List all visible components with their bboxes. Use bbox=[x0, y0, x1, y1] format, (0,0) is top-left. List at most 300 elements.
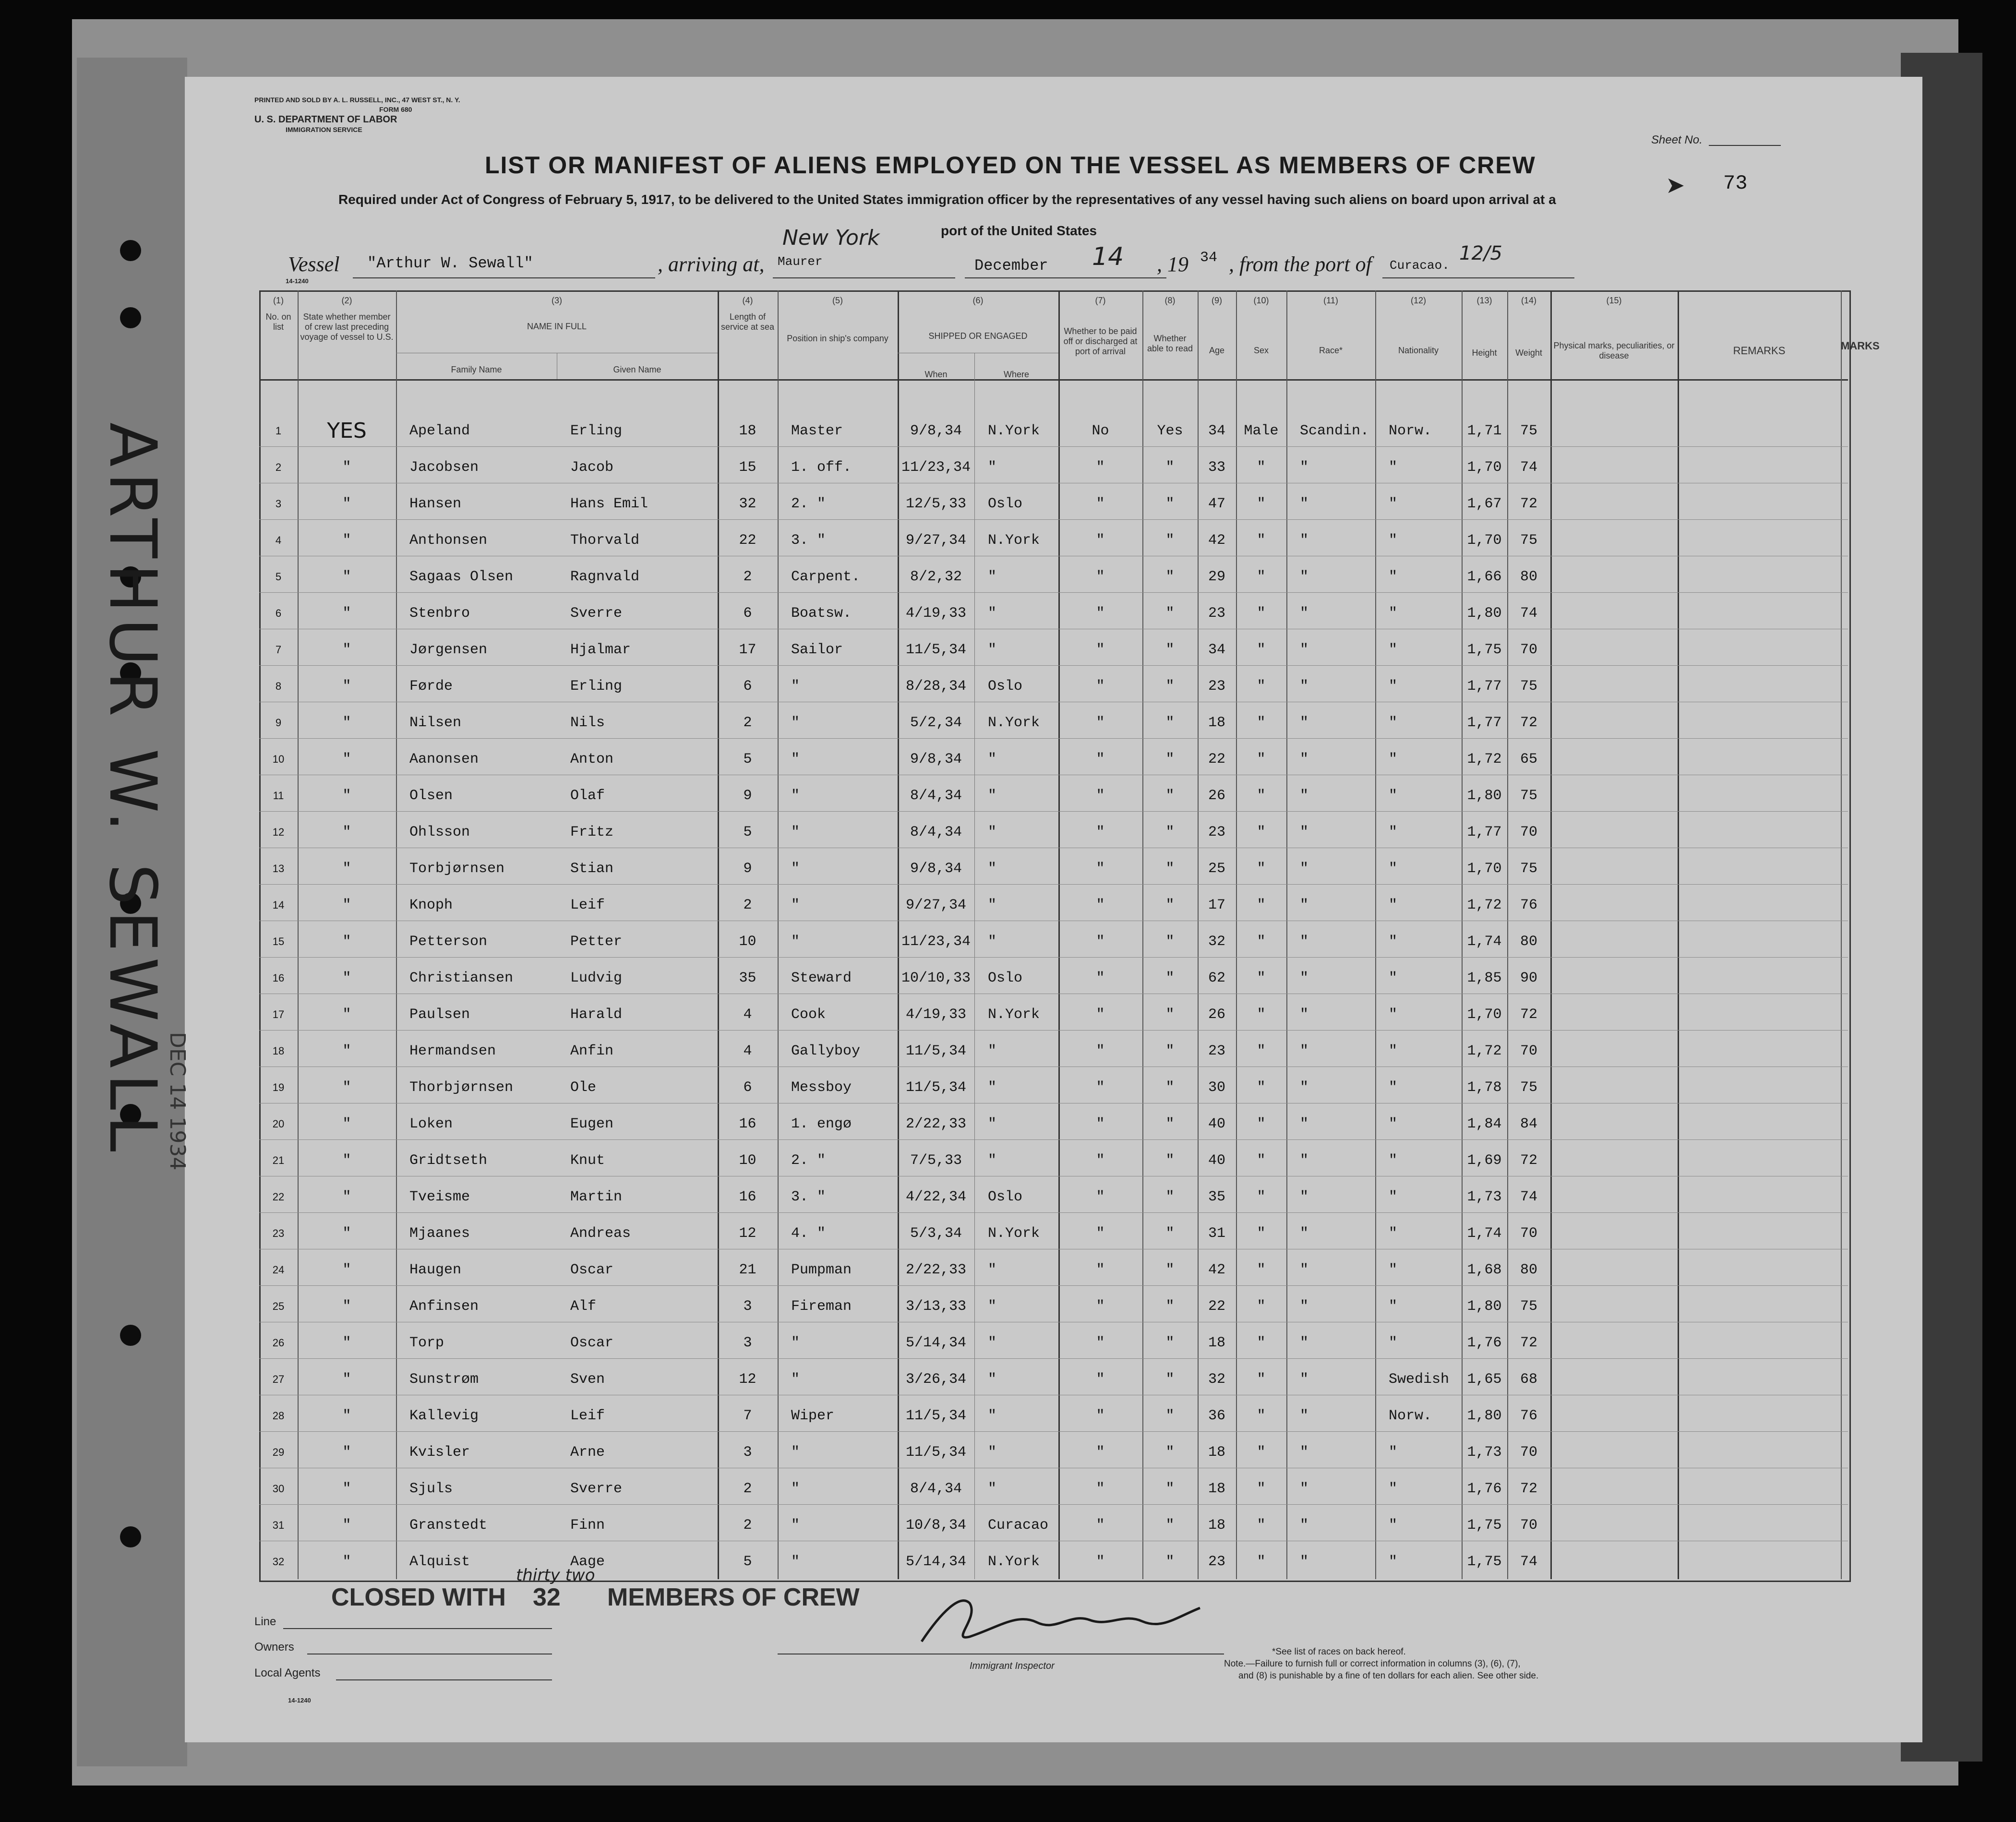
table-row bbox=[259, 960, 1848, 996]
col-num-8: (8) bbox=[1164, 296, 1176, 305]
cell-when: 9/27,34 bbox=[905, 897, 967, 913]
cell-where: " bbox=[988, 861, 997, 877]
cell-nat: " bbox=[1389, 788, 1398, 804]
binder-hole bbox=[120, 1526, 141, 1547]
cell-paid: " bbox=[1096, 1262, 1105, 1278]
cell-height: 1,71 bbox=[1467, 423, 1502, 439]
local-agents-field bbox=[336, 1679, 552, 1680]
binder-hole bbox=[120, 240, 141, 261]
cell-prev: " bbox=[342, 1152, 351, 1169]
cell-family: Gridtseth bbox=[409, 1152, 488, 1169]
vessel-label: Vessel bbox=[288, 252, 340, 276]
cell-race: " bbox=[1300, 1444, 1309, 1461]
table-row bbox=[259, 851, 1848, 887]
cell-nat: " bbox=[1389, 605, 1398, 622]
col-head-age: Age bbox=[1209, 346, 1225, 355]
cell-read: Yes bbox=[1157, 423, 1183, 439]
cell-prev: " bbox=[342, 532, 351, 549]
cell-paid: " bbox=[1096, 788, 1105, 804]
cell-given: Fritz bbox=[570, 824, 614, 840]
cell-family: Tveisme bbox=[409, 1189, 470, 1205]
cell-family: Mjaanes bbox=[409, 1225, 470, 1242]
cell-race: " bbox=[1300, 1116, 1309, 1132]
cell-race: " bbox=[1300, 897, 1309, 913]
closed-members-label: MEMBERS OF CREW bbox=[607, 1583, 860, 1611]
cell-service: 32 bbox=[739, 496, 756, 512]
cell-prev: " bbox=[342, 1444, 351, 1461]
cell-age: 17 bbox=[1208, 897, 1225, 913]
col-num-12: (12) bbox=[1410, 296, 1426, 305]
cell-when: 2/22,33 bbox=[905, 1116, 967, 1132]
table-row bbox=[259, 1069, 1848, 1106]
cell-service: 17 bbox=[739, 642, 756, 658]
cell-sex: " bbox=[1257, 1517, 1266, 1534]
cell-prev: " bbox=[342, 934, 351, 950]
cell-read: " bbox=[1165, 1444, 1175, 1461]
cell-paid: " bbox=[1096, 1298, 1105, 1315]
cell-weight: 74 bbox=[1520, 459, 1537, 476]
cell-age: 40 bbox=[1208, 1116, 1225, 1132]
cell-sex: " bbox=[1257, 569, 1266, 585]
cell-read: " bbox=[1165, 1262, 1175, 1278]
cell-service: 2 bbox=[743, 1481, 752, 1497]
cell-weight: 75 bbox=[1520, 1298, 1537, 1315]
cell-age: 40 bbox=[1208, 1152, 1225, 1169]
cell-height: 1,80 bbox=[1467, 605, 1502, 622]
col-num-2: (2) bbox=[341, 296, 352, 305]
cell-position: " bbox=[791, 751, 800, 767]
cell-age: 34 bbox=[1208, 423, 1225, 439]
service-name: IMMIGRATION SERVICE bbox=[286, 126, 362, 133]
cell-sex: " bbox=[1257, 1007, 1266, 1023]
cell-weight: 75 bbox=[1520, 532, 1537, 549]
cell-where: " bbox=[988, 1043, 997, 1059]
cell-position: " bbox=[791, 1371, 800, 1388]
cell-when: 9/8,34 bbox=[910, 423, 962, 439]
cell-weight: 72 bbox=[1520, 1152, 1537, 1169]
cell-race: " bbox=[1300, 1554, 1309, 1570]
cell-when: 10/8,34 bbox=[905, 1517, 967, 1534]
cell-read: " bbox=[1165, 1298, 1175, 1315]
col-head-height: Height bbox=[1472, 348, 1497, 358]
cell-paid: " bbox=[1096, 715, 1105, 731]
cell-family: Christiansen bbox=[409, 970, 514, 986]
arrival-day: 14 bbox=[1092, 242, 1124, 271]
cell-service: 2 bbox=[743, 897, 752, 913]
cell-n: 19 bbox=[272, 1081, 285, 1093]
cell-given: Harald bbox=[570, 1007, 623, 1023]
cell-nat: " bbox=[1389, 642, 1398, 658]
cell-age: 18 bbox=[1208, 1444, 1225, 1461]
cell-weight: 76 bbox=[1520, 897, 1537, 913]
cell-weight: 70 bbox=[1520, 824, 1537, 840]
cell-height: 1,74 bbox=[1467, 1225, 1502, 1242]
cell-when: 8/4,34 bbox=[910, 1481, 962, 1497]
cell-weight: 74 bbox=[1520, 1554, 1537, 1570]
cell-service: 4 bbox=[743, 1043, 752, 1059]
cell-service: 12 bbox=[739, 1371, 756, 1388]
cell-race: " bbox=[1300, 1225, 1309, 1242]
cell-prev: " bbox=[342, 897, 351, 913]
cell-sex: " bbox=[1257, 605, 1266, 622]
cell-nat: " bbox=[1389, 1079, 1398, 1096]
cell-service: 5 bbox=[743, 824, 752, 840]
arrival-month: December bbox=[974, 257, 1048, 275]
cell-race: " bbox=[1300, 1371, 1309, 1388]
cell-age: 22 bbox=[1208, 751, 1225, 767]
cell-family: Sagaas Olsen bbox=[409, 569, 514, 585]
cell-read: " bbox=[1165, 1189, 1175, 1205]
cell-read: " bbox=[1165, 788, 1175, 804]
cell-sex: " bbox=[1257, 751, 1266, 767]
cell-when: 11/5,34 bbox=[905, 642, 967, 658]
cell-family: Loken bbox=[409, 1116, 453, 1132]
cell-where: " bbox=[988, 1335, 997, 1351]
cell-sex: " bbox=[1257, 1225, 1266, 1242]
cell-nat: " bbox=[1389, 1189, 1398, 1205]
vessel-name-line bbox=[353, 277, 655, 278]
col-num-10: (10) bbox=[1253, 296, 1269, 305]
cell-sex: " bbox=[1257, 715, 1266, 731]
cell-nat: " bbox=[1389, 569, 1398, 585]
cell-family: Aanonsen bbox=[409, 751, 479, 767]
cell-position: Wiper bbox=[791, 1408, 835, 1424]
cell-sex: " bbox=[1257, 642, 1266, 658]
cell-position: " bbox=[791, 715, 800, 731]
cell-where: N.York bbox=[988, 532, 1040, 549]
cell-sex: " bbox=[1257, 897, 1266, 913]
cell-nat: " bbox=[1389, 970, 1398, 986]
cell-prev: " bbox=[342, 1335, 351, 1351]
cell-age: 33 bbox=[1208, 459, 1225, 476]
cell-given: Andreas bbox=[570, 1225, 631, 1242]
cell-height: 1,72 bbox=[1467, 897, 1502, 913]
cell-read: " bbox=[1165, 1481, 1175, 1497]
printer-credit: PRINTED AND SOLD BY A. L. RUSSELL, INC., 47 WEST ST., N. Y. bbox=[254, 96, 460, 104]
table-row bbox=[259, 778, 1848, 814]
arrow-mark-icon: ➤ bbox=[1666, 172, 1685, 199]
cell-prev: " bbox=[342, 496, 351, 512]
cell-nat: " bbox=[1389, 1481, 1398, 1497]
cell-paid: " bbox=[1096, 1152, 1105, 1169]
cell-family: Anthonsen bbox=[409, 532, 488, 549]
cell-when: 11/5,34 bbox=[905, 1043, 967, 1059]
binder-hole bbox=[120, 1325, 141, 1346]
cell-given: Ludvig bbox=[570, 970, 623, 986]
cell-service: 10 bbox=[739, 1152, 756, 1169]
table-row bbox=[259, 1361, 1848, 1398]
cell-nat: Norw. bbox=[1389, 423, 1432, 439]
col-head-no: No. on list bbox=[265, 312, 291, 332]
col-head-prev-voyage: State whether member of crew last preceding voyage of vessel to U.S. bbox=[300, 312, 394, 342]
cell-given: Eugen bbox=[570, 1116, 614, 1132]
cell-position: Master bbox=[791, 423, 843, 439]
table-row bbox=[259, 887, 1848, 923]
arriving-label: , arriving at, bbox=[658, 252, 765, 276]
cell-height: 1,75 bbox=[1467, 642, 1502, 658]
cell-given: Thorvald bbox=[570, 532, 640, 549]
cell-read: " bbox=[1165, 459, 1175, 476]
cell-weight: 74 bbox=[1520, 605, 1537, 622]
cell-read: " bbox=[1165, 1116, 1175, 1132]
cell-paid: " bbox=[1096, 1043, 1105, 1059]
cell-service: 2 bbox=[743, 569, 752, 585]
table-row bbox=[259, 923, 1848, 960]
port-note-handwritten: 12/5 bbox=[1459, 242, 1502, 264]
cell-sex: " bbox=[1257, 1408, 1266, 1424]
cell-n: 29 bbox=[272, 1446, 285, 1458]
cell-given: Stian bbox=[570, 861, 614, 877]
cell-age: 18 bbox=[1208, 1517, 1225, 1534]
cell-paid: " bbox=[1096, 569, 1105, 585]
cell-race: " bbox=[1300, 788, 1309, 804]
cell-read: " bbox=[1165, 751, 1175, 767]
cell-n: 18 bbox=[272, 1045, 285, 1057]
form-code-top: 14-1240 bbox=[286, 277, 309, 285]
cell-weight: 90 bbox=[1520, 970, 1537, 986]
cell-prev: " bbox=[342, 1007, 351, 1023]
cell-paid: " bbox=[1096, 459, 1105, 476]
cell-family: Torp bbox=[409, 1335, 444, 1351]
table-row bbox=[259, 1215, 1848, 1252]
cell-nat: " bbox=[1389, 1116, 1398, 1132]
cell-race: " bbox=[1300, 934, 1309, 950]
col-head-race: Race* bbox=[1319, 346, 1343, 355]
cell-service: 3 bbox=[743, 1444, 752, 1461]
cell-sex: " bbox=[1257, 861, 1266, 877]
cell-race: " bbox=[1300, 824, 1309, 840]
cell-given: Leif bbox=[570, 897, 605, 913]
table-row bbox=[259, 522, 1848, 559]
cell-height: 1,77 bbox=[1467, 824, 1502, 840]
cell-height: 1,70 bbox=[1467, 1007, 1502, 1023]
cell-height: 1,80 bbox=[1467, 1298, 1502, 1315]
cell-race: " bbox=[1300, 642, 1309, 658]
cell-read: " bbox=[1165, 1517, 1175, 1534]
cell-n: 5 bbox=[275, 571, 282, 583]
cell-weight: 70 bbox=[1520, 1043, 1537, 1059]
cell-nat: " bbox=[1389, 496, 1398, 512]
cell-when: 9/8,34 bbox=[910, 861, 962, 877]
cell-read: " bbox=[1165, 678, 1175, 695]
cell-n: 1 bbox=[275, 425, 282, 437]
cell-nat: " bbox=[1389, 1298, 1398, 1315]
cell-nat: " bbox=[1389, 1554, 1398, 1570]
cell-prev: " bbox=[342, 1371, 351, 1388]
cell-prev: " bbox=[342, 1298, 351, 1315]
cell-paid: " bbox=[1096, 642, 1105, 658]
sheet-no-line bbox=[1709, 145, 1781, 146]
cell-service: 15 bbox=[739, 459, 756, 476]
cell-when: 11/5,34 bbox=[905, 1444, 967, 1461]
cell-paid: " bbox=[1096, 1116, 1105, 1132]
cell-age: 18 bbox=[1208, 1481, 1225, 1497]
cell-n: 15 bbox=[272, 935, 285, 947]
table-row bbox=[259, 1471, 1848, 1507]
cell-height: 1,74 bbox=[1467, 934, 1502, 950]
cell-weight: 75 bbox=[1520, 1079, 1537, 1096]
cell-position: " bbox=[791, 788, 800, 804]
cell-family: Kallevig bbox=[409, 1408, 479, 1424]
cell-race: " bbox=[1300, 496, 1309, 512]
year-suffix: 34 bbox=[1200, 250, 1218, 266]
form-number: FORM 680 bbox=[379, 106, 412, 113]
cell-read: " bbox=[1165, 1079, 1175, 1096]
cell-where: N.York bbox=[988, 1007, 1040, 1023]
col-head-name: NAME IN FULL bbox=[527, 322, 587, 331]
cell-where: " bbox=[988, 1371, 997, 1388]
cell-where: " bbox=[988, 934, 997, 950]
table-row bbox=[259, 1544, 1848, 1580]
cell-age: 36 bbox=[1208, 1408, 1225, 1424]
cell-sex: " bbox=[1257, 1444, 1266, 1461]
cell-read: " bbox=[1165, 1152, 1175, 1169]
cell-n: 31 bbox=[272, 1519, 285, 1531]
cell-nat: " bbox=[1389, 1007, 1398, 1023]
cell-family: Haugen bbox=[409, 1262, 462, 1278]
cell-given: Jacob bbox=[570, 459, 614, 476]
cell-prev: " bbox=[342, 1481, 351, 1497]
cell-position: 1. engø bbox=[791, 1116, 852, 1132]
col-num-15: (15) bbox=[1606, 296, 1622, 305]
col-head-marks: MARKS bbox=[1841, 340, 1880, 352]
cell-n: 8 bbox=[275, 680, 282, 692]
cell-n: 23 bbox=[272, 1227, 285, 1239]
cell-paid: " bbox=[1096, 861, 1105, 877]
cell-n: 30 bbox=[272, 1483, 285, 1495]
col-num-4: (4) bbox=[742, 296, 753, 305]
cell-age: 18 bbox=[1208, 715, 1225, 731]
cell-age: 42 bbox=[1208, 1262, 1225, 1278]
cell-family: Nilsen bbox=[409, 715, 462, 731]
cell-read: " bbox=[1165, 897, 1175, 913]
cell-age: 25 bbox=[1208, 861, 1225, 877]
cell-read: " bbox=[1165, 715, 1175, 731]
cell-age: 26 bbox=[1208, 1007, 1225, 1023]
cell-height: 1,70 bbox=[1467, 532, 1502, 549]
cell-prev: " bbox=[342, 1225, 351, 1242]
cell-service: 9 bbox=[743, 861, 752, 877]
col-head-weight: Weight bbox=[1515, 348, 1542, 358]
table-row bbox=[259, 559, 1848, 595]
cell-where: " bbox=[988, 1262, 997, 1278]
cell-sex: " bbox=[1257, 1298, 1266, 1315]
col-num-9: (9) bbox=[1212, 296, 1222, 305]
cell-paid: " bbox=[1096, 1481, 1105, 1497]
cell-weight: 72 bbox=[1520, 1335, 1537, 1351]
table-row bbox=[259, 1288, 1848, 1325]
cell-position: 2. " bbox=[791, 496, 826, 512]
cell-family: Hermandsen bbox=[409, 1043, 496, 1059]
cell-n: 22 bbox=[272, 1191, 285, 1203]
cell-when: 8/4,34 bbox=[910, 824, 962, 840]
closed-count-words: thirty two bbox=[516, 1566, 595, 1585]
cell-family: Sjuls bbox=[409, 1481, 453, 1497]
cell-position: " bbox=[791, 1481, 800, 1497]
owners-label: Owners bbox=[254, 1641, 294, 1654]
cell-sex: " bbox=[1257, 788, 1266, 804]
cell-race: " bbox=[1300, 1043, 1309, 1059]
department-name: U. S. DEPARTMENT OF LABOR bbox=[254, 114, 397, 125]
col-head-nationality: Nationality bbox=[1398, 346, 1439, 355]
cell-where: N.York bbox=[988, 1554, 1040, 1570]
cell-sex: " bbox=[1257, 970, 1266, 986]
cell-race: " bbox=[1300, 1335, 1309, 1351]
cell-sex: " bbox=[1257, 1371, 1266, 1388]
cell-where: Oslo bbox=[988, 678, 1023, 695]
cell-when: 3/13,33 bbox=[905, 1298, 967, 1315]
cell-family: Olsen bbox=[409, 788, 453, 804]
cell-weight: 72 bbox=[1520, 496, 1537, 512]
cell-weight: 72 bbox=[1520, 1481, 1537, 1497]
cell-height: 1,69 bbox=[1467, 1152, 1502, 1169]
cell-sex: " bbox=[1257, 824, 1266, 840]
cell-position: " bbox=[791, 1554, 800, 1570]
cell-weight: 70 bbox=[1520, 1444, 1537, 1461]
cell-prev: " bbox=[342, 678, 351, 695]
cell-given: Anfin bbox=[570, 1043, 614, 1059]
cell-height: 1,65 bbox=[1467, 1371, 1502, 1388]
cell-paid: " bbox=[1096, 1554, 1105, 1570]
cell-age: 18 bbox=[1208, 1335, 1225, 1351]
cell-sex: " bbox=[1257, 678, 1266, 695]
cell-age: 29 bbox=[1208, 569, 1225, 585]
cell-read: " bbox=[1165, 1554, 1175, 1570]
cell-paid: " bbox=[1096, 605, 1105, 622]
cell-prev: " bbox=[342, 459, 351, 476]
cell-read: " bbox=[1165, 1371, 1175, 1388]
cell-height: 1,84 bbox=[1467, 1116, 1502, 1132]
cell-service: 9 bbox=[743, 788, 752, 804]
cell-sex: " bbox=[1257, 1189, 1266, 1205]
cell-when: 2/22,33 bbox=[905, 1262, 967, 1278]
cell-position: Fireman bbox=[791, 1298, 852, 1315]
cell-prev: " bbox=[342, 970, 351, 986]
cell-family: Thorbjørnsen bbox=[409, 1079, 514, 1096]
cell-weight: 70 bbox=[1520, 1225, 1537, 1242]
cell-nat: " bbox=[1389, 1444, 1398, 1461]
col-head-read: Whether able to read bbox=[1147, 334, 1193, 353]
col-head-where: Where bbox=[1003, 370, 1029, 379]
table-row bbox=[259, 1507, 1848, 1544]
table-row bbox=[259, 1033, 1848, 1069]
cell-sex: " bbox=[1257, 1152, 1266, 1169]
cell-given: Erling bbox=[570, 678, 623, 695]
cell-when: 11/23,34 bbox=[901, 934, 971, 950]
table-row bbox=[259, 413, 1848, 449]
cell-weight: 84 bbox=[1520, 1116, 1537, 1132]
cell-age: 23 bbox=[1208, 824, 1225, 840]
cell-height: 1,77 bbox=[1467, 715, 1502, 731]
cell-service: 10 bbox=[739, 934, 756, 950]
cell-family: Sunstrøm bbox=[409, 1371, 479, 1388]
cell-n: 12 bbox=[272, 826, 285, 838]
cell-paid: " bbox=[1096, 1444, 1105, 1461]
cell-paid: " bbox=[1096, 1371, 1105, 1388]
table-row bbox=[259, 486, 1848, 522]
cell-where: " bbox=[988, 1079, 997, 1096]
cell-height: 1,77 bbox=[1467, 678, 1502, 695]
cell-family: Alquist bbox=[409, 1554, 470, 1570]
cell-when: 4/19,33 bbox=[905, 1007, 967, 1023]
cell-family: Apeland bbox=[409, 423, 470, 439]
col-num-7: (7) bbox=[1095, 296, 1106, 305]
cell-height: 1,66 bbox=[1467, 569, 1502, 585]
cell-n: 24 bbox=[272, 1264, 285, 1276]
subtitle-line-2: port of the United States bbox=[941, 223, 1097, 238]
cell-race: " bbox=[1300, 1481, 1309, 1497]
cell-n: 27 bbox=[272, 1373, 285, 1385]
